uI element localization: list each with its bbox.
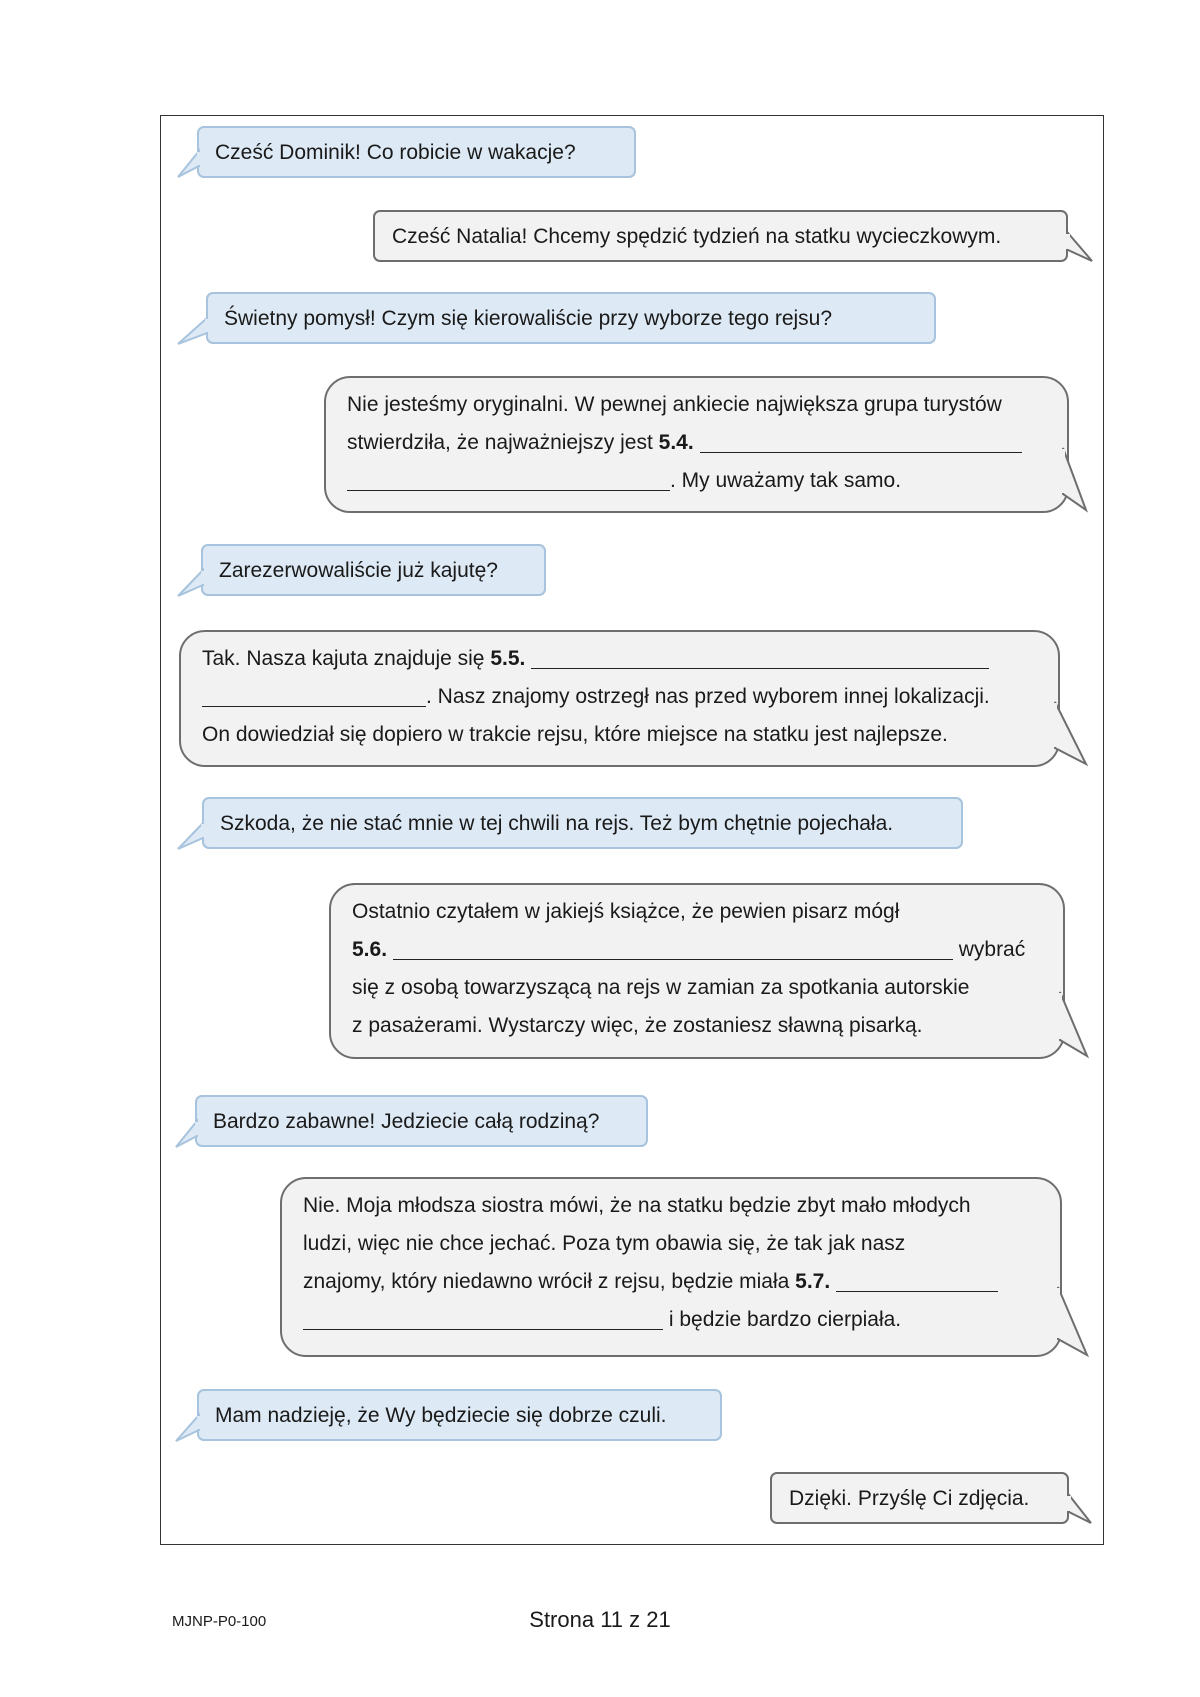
- answer-blank-5-4-cont[interactable]: [347, 466, 670, 491]
- message-dominik-2: [324, 376, 1069, 513]
- message-text: Szkoda, że nie stać mnie w tej chwili na rejs. Też bym chętnie pojechała.: [220, 812, 894, 835]
- message-line: się z osobą towarzyszącą na rejs w zamian za spotkania autorskie: [352, 976, 970, 999]
- message-dominik-3: [179, 630, 1060, 767]
- message-dominik-5: [280, 1177, 1062, 1357]
- answer-blank-5-4[interactable]: [700, 428, 1022, 453]
- answer-blank-5-7-cont[interactable]: [303, 1305, 663, 1330]
- message-line: i będzie bardzo cierpiała.: [668, 1308, 902, 1331]
- bubble-tail: [1053, 1285, 1091, 1359]
- task-number-5-6: 5.6.: [352, 938, 388, 961]
- message-text: Mam nadzieję, że Wy będziecie się dobrze czuli.: [215, 1404, 667, 1427]
- message-natalia-1: [197, 126, 636, 178]
- answer-blank-5-5-cont[interactable]: [202, 682, 426, 707]
- message-line: Tak. Nasza kajuta znajduje się: [202, 647, 485, 670]
- bubble-tail: [174, 1414, 202, 1444]
- bubble-tail: [1066, 1494, 1094, 1526]
- message-line: znajomy, który niedawno wrócił z rejsu, będzie miała: [303, 1270, 790, 1293]
- message-dominik-1: [373, 210, 1068, 262]
- message-text: Cześć Dominik! Co robicie w wakacje?: [215, 141, 576, 164]
- message-line: On dowiedział się dopiero w trakcie rejsu, które miejsce na statku jest najlepsze.: [202, 723, 948, 746]
- message-dominik-4: [329, 883, 1065, 1059]
- message-line: Nie jesteśmy oryginalni. W pewnej ankiecie największa grupa turystów: [347, 393, 1002, 416]
- message-line: z pasażerami. Wystarczy więc, że zostaniesz sławną pisarką.: [352, 1014, 923, 1037]
- task-number-5-7: 5.7.: [795, 1270, 831, 1293]
- bubble-tail: [1050, 700, 1090, 768]
- message-natalia-2: [206, 292, 936, 344]
- message-text: Dzięki. Przyślę Ci zdjęcia.: [789, 1487, 1030, 1510]
- answer-blank-5-6[interactable]: [393, 935, 953, 960]
- message-line: . Nasz znajomy ostrzegł nas przed wyborem innej lokalizacji.: [426, 685, 990, 708]
- exam-code: MJNP-P0-100: [172, 1613, 267, 1630]
- message-line: Ostatnio czytałem w jakiejś książce, że pewien pisarz mógł: [352, 900, 900, 923]
- bubble-tail: [174, 1120, 200, 1150]
- message-line: Nie. Moja młodsza siostra mówi, że na statku będzie zbyt mało młodych: [303, 1194, 971, 1217]
- message-natalia-3: [201, 544, 546, 596]
- bubble-tail: [1058, 446, 1090, 514]
- message-text: Bardzo zabawne! Jedziecie całą rodziną?: [213, 1110, 600, 1133]
- task-number-5-4: 5.4.: [658, 431, 694, 454]
- bubble-tail: [1055, 990, 1091, 1060]
- message-natalia-5: [195, 1095, 648, 1147]
- message-line: . My uważamy tak samo.: [670, 469, 902, 492]
- bubble-tail: [1065, 232, 1095, 264]
- message-line: ludzi, więc nie chce jechać. Poza tym obawia się, że tak jak nasz: [303, 1232, 906, 1255]
- bubble-tail: [176, 150, 202, 180]
- page-number: Strona 11 z 21: [529, 1607, 671, 1632]
- message-natalia-6: [197, 1389, 722, 1441]
- message-dominik-6: [770, 1472, 1069, 1524]
- message-text: Świetny pomysł! Czym się kierowaliście przy wyborze tego rejsu?: [224, 307, 833, 330]
- task-number-5-5: 5.5.: [490, 647, 526, 670]
- message-text: Zarezerwowaliście już kajutę?: [219, 559, 498, 582]
- message-line: wybrać: [958, 938, 1026, 961]
- message-text: Cześć Natalia! Chcemy spędzić tydzień na statku wycieczkowym.: [392, 225, 1002, 248]
- message-line: stwierdziła, że najważniejszy jest: [347, 431, 653, 454]
- bubble-tail: [176, 317, 210, 347]
- bubble-tail: [176, 569, 206, 599]
- answer-blank-5-5[interactable]: [531, 644, 989, 669]
- message-natalia-4: [202, 797, 963, 849]
- answer-blank-5-7[interactable]: [836, 1267, 998, 1292]
- bubble-tail: [176, 822, 206, 852]
